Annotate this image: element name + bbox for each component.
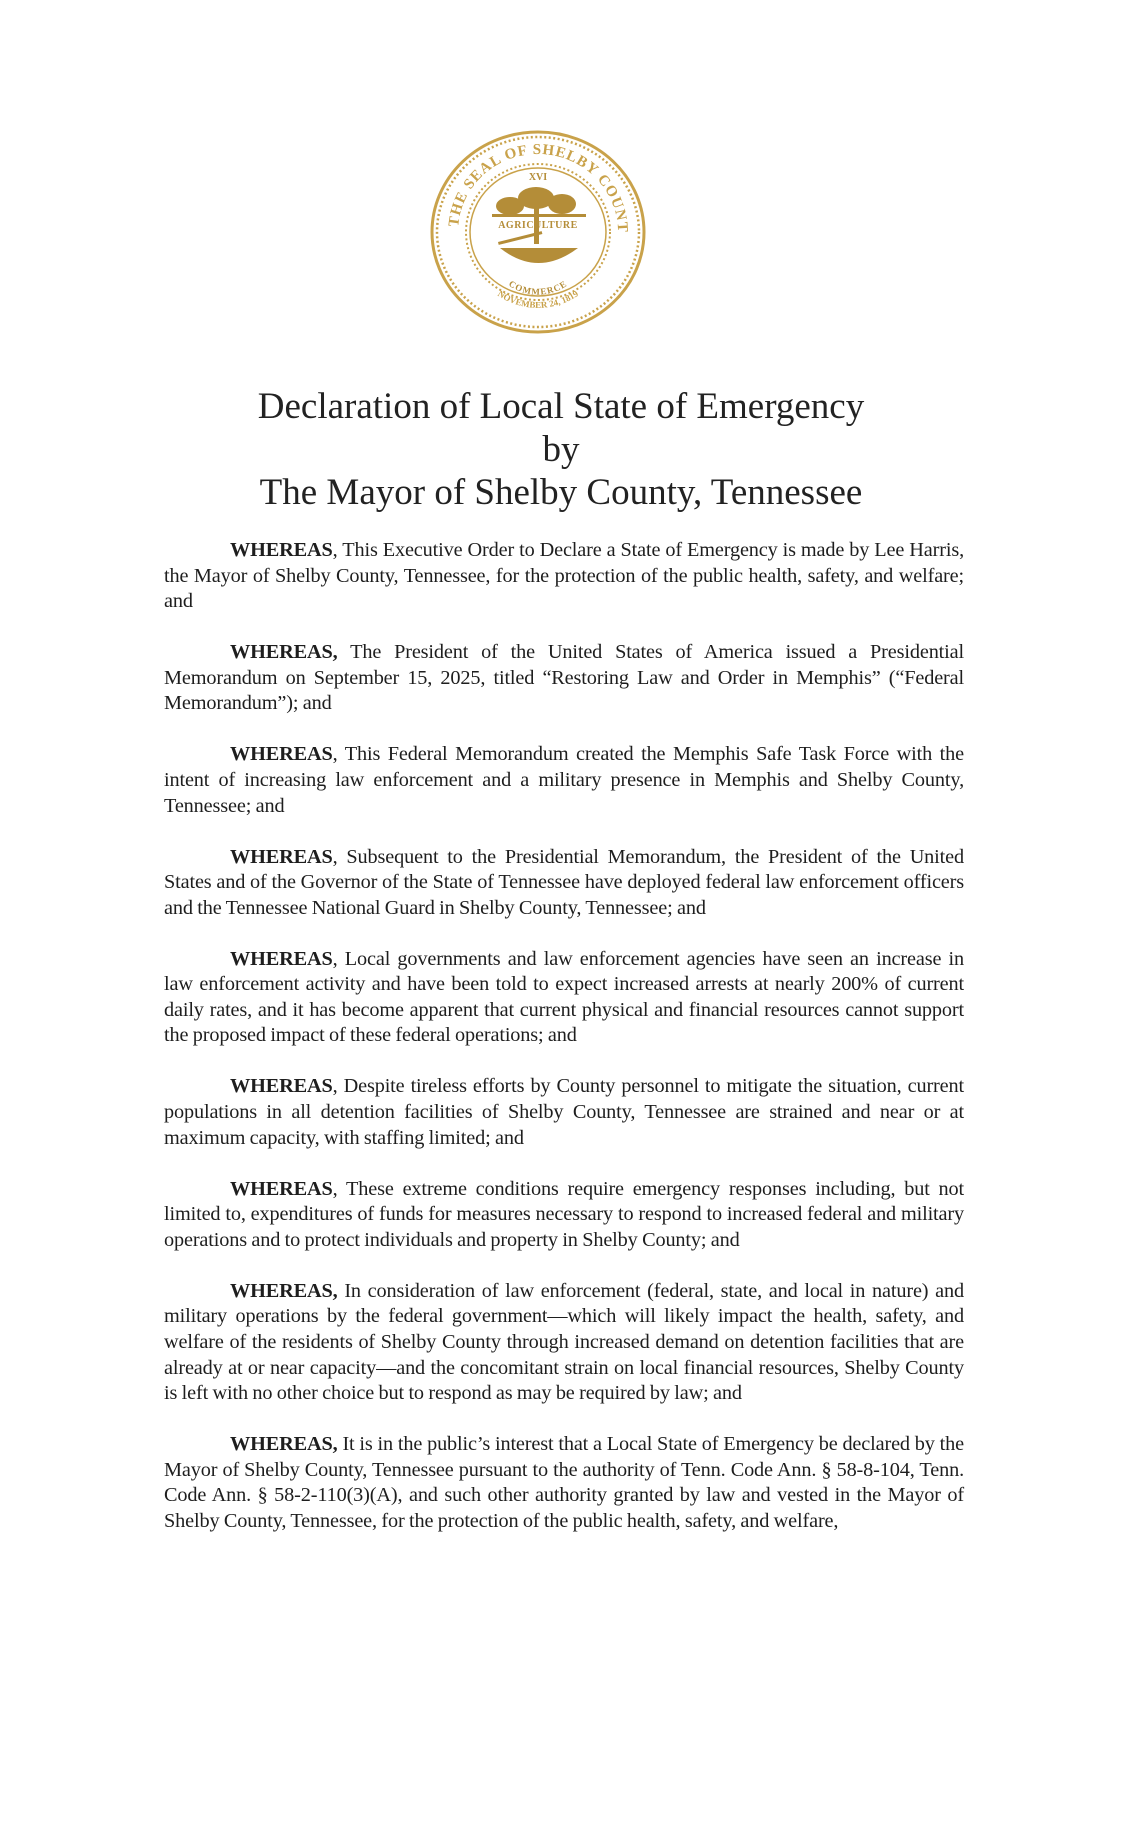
whereas-paragraph	[164, 845, 964, 922]
whereas-lead: WHEREAS	[230, 743, 333, 766]
whereas-paragraph	[164, 1279, 964, 1407]
paragraph-text: , Despite tireless efforts by County personnel to mitigate the situation, current populations in all detention facilities of Shelby County, Tennessee are strained and near or at maximum capacity, with staffing limited; and	[164, 1075, 964, 1149]
whereas-paragraph	[164, 1177, 964, 1254]
whereas-paragraph	[164, 947, 964, 1049]
county-seal	[428, 128, 648, 336]
seal-emblem-icon	[428, 128, 648, 336]
paragraph-text: , This Federal Memorandum created the Memphis Safe Task Force with the intent of increasing law enforcement and a military presence in Memphis and Shelby County, Tennessee; and	[164, 743, 964, 817]
whereas-paragraph	[164, 538, 964, 615]
paragraph-text: In consideration of law enforcement (federal, state, and local in nature) and military operations by the federal government—which will likely impact the health, safety, and welfare of the residents of Shelby County through increased demand on detention facilities that are already at or near capacity—and the concomitant strain on local financial resources, Shelby County is left with no other choice but to respond as may be required by law; and	[164, 1279, 964, 1405]
whereas-lead: WHEREAS,	[230, 1433, 338, 1456]
whereas-paragraph	[164, 640, 964, 717]
whereas-paragraph	[164, 742, 964, 819]
whereas-paragraph	[164, 1432, 964, 1534]
svg-text:COMMERCE: COMMERCE	[507, 278, 569, 297]
whereas-lead: WHEREAS,	[230, 1279, 338, 1302]
title-line-1: Declaration of Local State of Emergency	[257, 386, 865, 427]
paragraph-text: The President of the United States of America issued a Presidential Memorandum on September 15, 2025, titled “Restoring Law and Order in Memphis” (“Federal Memorandum”); and	[164, 641, 964, 715]
paragraph-text: It is in the public’s interest that a Local State of Emergency be declared by the Mayor of Shelby County, Tennessee pursuant to the authority of Tenn. Code Ann. § 58-8-104, Tenn. Code Ann. § 58-2-110(3)(A), and such other authority granted by law and vested in the Mayor of Shelby County, Tennessee, for the protection of the public health, safety, and welfare,	[164, 1433, 964, 1532]
whereas-paragraph	[164, 1074, 964, 1151]
document-title	[0, 385, 1122, 514]
paragraph-text: , Local governments and law enforcement agencies have seen an increase in law enforcement activity and have been told to expect increased arrests at nearly 200% of current daily rates, and it has become apparent that current physical and financial resources cannot support the proposed impact of these federal operations; and	[164, 947, 964, 1047]
whereas-lead: WHEREAS	[230, 1177, 333, 1200]
svg-text:XVI: XVI	[528, 172, 548, 183]
whereas-lead: WHEREAS	[230, 1075, 333, 1098]
title-line-3: The Mayor of Shelby County, Tennessee	[259, 472, 863, 513]
whereas-lead: WHEREAS	[230, 947, 333, 970]
document-body	[164, 538, 964, 1560]
paragraph-text: , Subsequent to the Presidential Memorandum, the President of the United States and of the Governor of the State of Tennessee have deployed federal law enforcement officers and the Tennessee National Guard in Shelby County, Tennessee; and	[164, 845, 964, 919]
paragraph-text: , This Executive Order to Declare a State of Emergency is made by Lee Harris, the Mayor of Shelby County, Tennessee, for the protection of the public health, safety, and welfare; and	[164, 539, 964, 613]
title-line-2: by	[542, 429, 580, 470]
whereas-lead: WHEREAS	[230, 539, 333, 561]
paragraph-text: , These extreme conditions require emergency responses including, but not limited to, expenditures of funds for measures necessary to respond to increased federal and military operations and to protect individuals and property in Shelby County; and	[164, 1177, 964, 1251]
whereas-lead: WHEREAS	[230, 845, 333, 868]
whereas-lead: WHEREAS,	[230, 641, 338, 664]
svg-text:AGRICULTURE: AGRICULTURE	[498, 220, 578, 231]
svg-text:NOVEMBER 24, 1819: NOVEMBER 24, 1819	[496, 288, 580, 310]
svg-text:THE SEAL OF SHELBY COUNTY TENN: THE SEAL OF SHELBY COUNT	[446, 141, 631, 234]
